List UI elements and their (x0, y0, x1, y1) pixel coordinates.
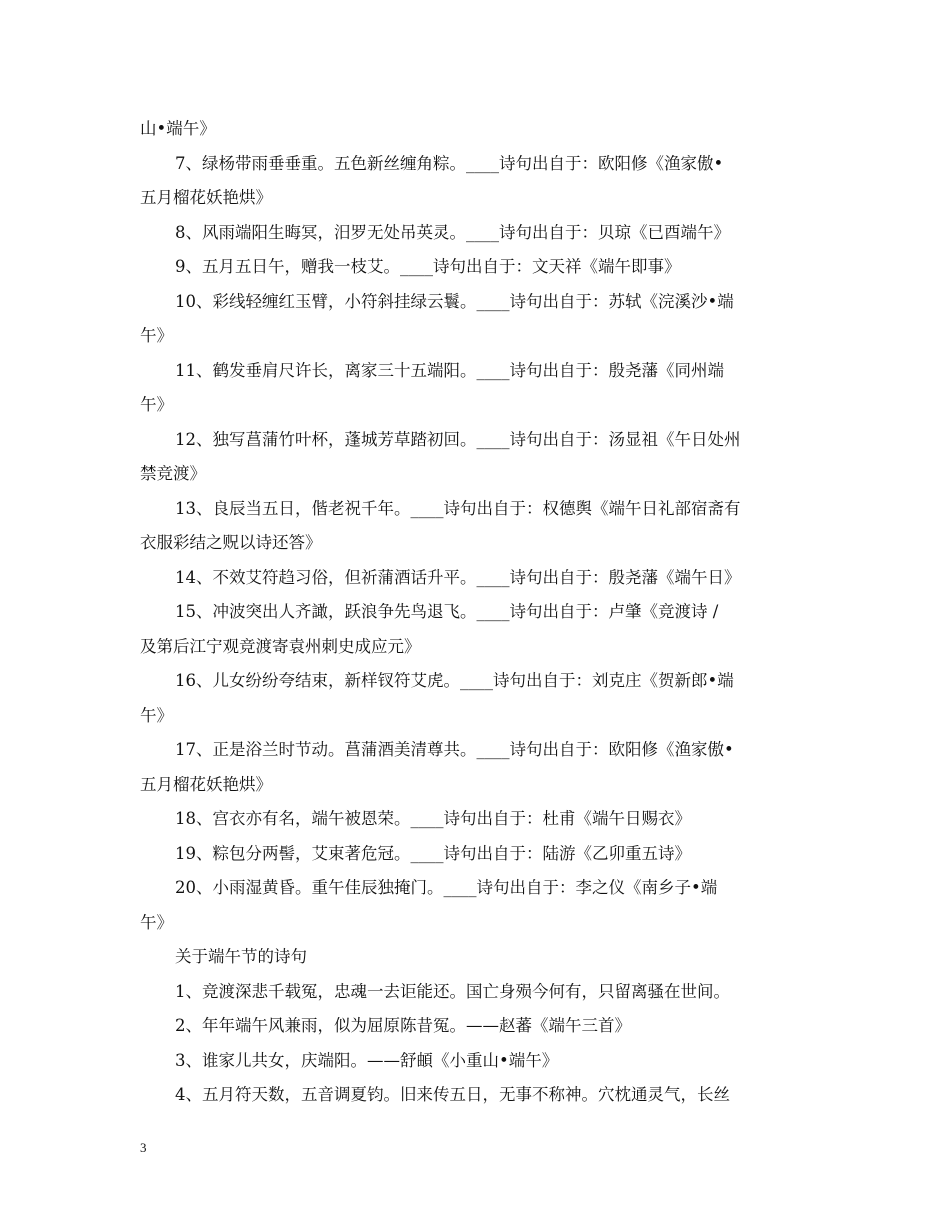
text-line: 关于端午节的诗句 (175, 947, 307, 966)
text-line: 及第后江宁观竞渡寄袁州刺史成应元》 (140, 636, 421, 656)
text-line: 13、良辰当五日，偕老祝千年。____诗句出自于：权德舆《端午日礼部宿斋有 (175, 498, 741, 518)
document-body (140, 112, 812, 1113)
text-line: 午》 (140, 912, 173, 932)
text-line: 9、五月五日午，赠我一枝艾。____诗句出自于：文天祥《端午即事》 (175, 257, 681, 276)
text-line: 3、谁家儿共女，庆端阳。——舒頔《小重山•端午》 (175, 1050, 559, 1070)
text-line: 15、冲波突出人齐譀，跃浪争先鸟退飞。____诗句出自于：卢肇《竞渡诗 / (175, 602, 719, 621)
text-line: 11、鹤发垂肩尺许长，离家三十五端阳。____诗句出自于：殷尧藩《同州端 (175, 360, 724, 380)
text-line: 4、五月符天数，五音调夏钧。旧来传五日，无事不称神。穴枕通灵气，长丝 (175, 1085, 730, 1104)
text-line: 18、宫衣亦有名，端午被恩荣。____诗句出自于：杜甫《端午日赐衣》 (175, 809, 691, 828)
text-line: 10、彩线轻缠红玉臂，小符斜挂绿云鬟。____诗句出自于：苏轼《浣溪沙•端 (175, 291, 734, 311)
text-line: 12、独写菖蒲竹叶杯，蓬城芳草踏初回。____诗句出自于：汤显祖《午日处州 (175, 429, 741, 449)
text-line: 8、风雨端阳生晦冥，汨罗无处吊英灵。____诗句出自于：贝琼《已酉端午》 (175, 222, 730, 242)
text-line: 五月榴花妖艳烘》 (140, 774, 272, 794)
text-line: 20、小雨湿黄昏。重午佳辰独掩门。____诗句出自于：李之仪《南乡子•端 (175, 878, 718, 897)
text-line: 衣服彩结之贶以诗还答》 (140, 533, 322, 552)
text-line: 17、正是浴兰时节动。菖蒲酒美清尊共。____诗句出自于：欧阳修《渔家傲• (175, 740, 734, 759)
text-line: 山•端午》 (140, 119, 216, 138)
text-line: 午》 (140, 395, 173, 414)
page-number: 3 (140, 1140, 147, 1155)
text-line: 7、绿杨带雨垂垂重。五色新丝缠角粽。____诗句出自于：欧阳修《渔家傲• (175, 153, 724, 173)
text-line: 1、竞渡深悲千载冤，忠魂一去讵能还。国亡身殒今何有，只留离骚在世间。 (175, 981, 730, 1001)
text-line: 午》 (140, 705, 173, 725)
text-line: 午》 (140, 326, 173, 345)
text-line: 2、年年端午风兼雨，似为屈原陈昔冤。——赵蕃《端午三首》 (175, 1016, 631, 1035)
text-line: 14、不效艾符趋习俗，但祈蒲酒话升平。____诗句出自于：殷尧藩《端午日》 (175, 567, 741, 587)
text-line: 16、儿女纷纷夸结束，新样钗符艾虎。____诗句出自于：刘克庄《贺新郎•端 (175, 671, 734, 690)
text-line: 19、粽包分两髻，艾束著危冠。____诗句出自于：陆游《乙卯重五诗》 (175, 843, 691, 863)
text-line: 五月榴花妖艳烘》 (140, 188, 272, 207)
text-line: 禁竞渡》 (140, 464, 206, 483)
